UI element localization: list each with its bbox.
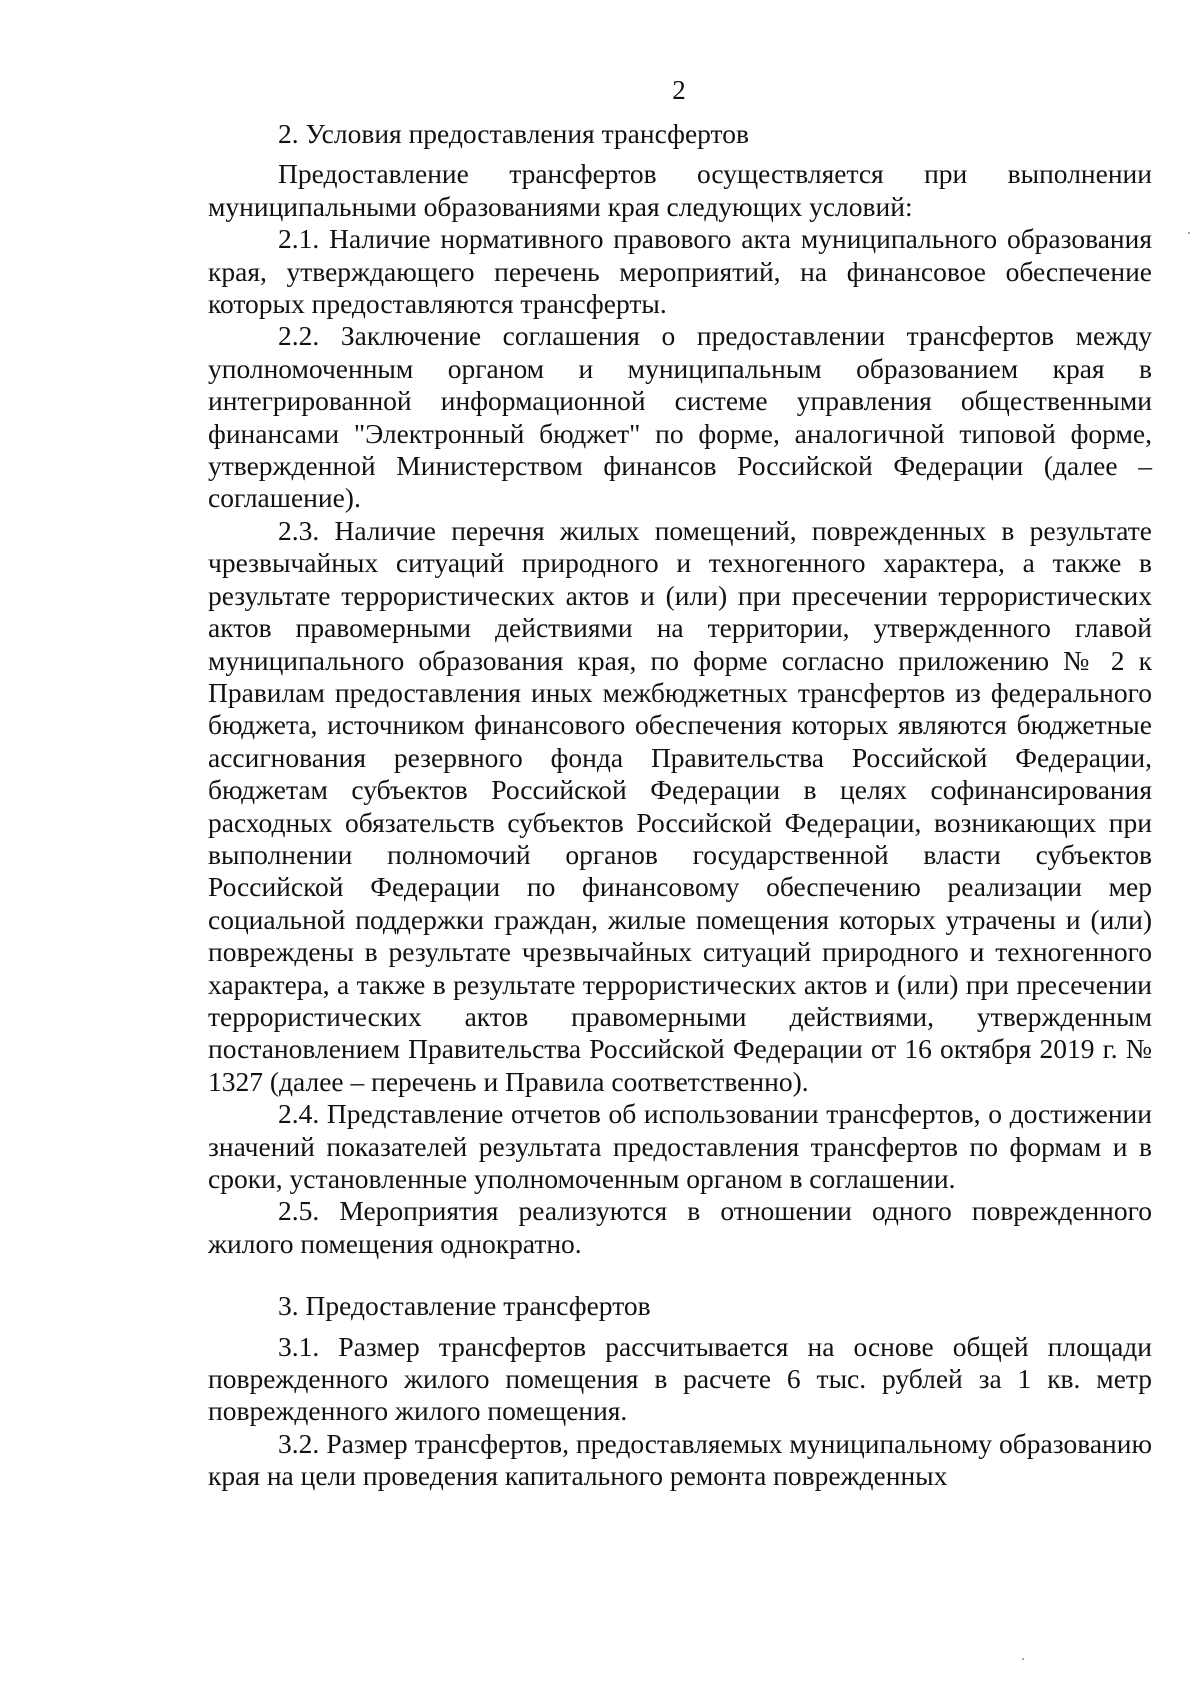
clause-3-1: 3.1. Размер трансфертов рассчитывается на основе общей площади поврежденного жилого помещения в расчете 6 тыс. рублей за 1 кв. метр поврежденного жилого помещения. — [208, 1330, 1152, 1427]
section-3-heading: 3. Предоставление трансфертов — [278, 1290, 651, 1322]
scan-speck — [1022, 1658, 1024, 1660]
page-number: 2 — [672, 75, 686, 105]
document-body — [208, 118, 1152, 1493]
section-2-intro: Предоставление трансфертов осуществляется при выполнении муниципальными образованиями края следующих условий: — [208, 158, 1152, 222]
clause-2-2: 2.2. Заключение соглашения о предоставлении трансфертов между уполномоченным органом и муниципальным образованием края в интегрированной информационной системе управления общественными финансами "Электронный бюджет" по форме, аналогичной типовой форме, утвержденной Министерством финансов Российской Федерации (далее – соглашение). — [208, 320, 1152, 514]
clause-2-3: 2.3. Наличие перечня жилых помещений, поврежденных в результате чрезвычайных ситуаций природного и техногенного характера, а также в результате террористических актов и (или) при пресечении террористических актов правомерными действиями на территории, утвержденного главой муниципального образования края, по форме согласно приложению № 2 к Правилам предоставления иных межбюджетных трансфертов из федерального бюджета, источником финансового обеспечения которых являются бюджетные ассигнования резервного фонда Правительства Российской Федерации, бюджетам субъектов Российской Федерации в целях софинансирования расходных обязательств субъектов Российской Федерации, возникающих при выполнении полномочий органов государственной власти субъектов Российской Федерации по финансовому обеспечению реализации мер социальной поддержки граждан, жилые помещения которых утрачены и (или) повреждены в результате чрезвычайных ситуаций природного и техногенного характера, а также в результате террористических актов и (или) при пресечении террористических актов правомерными действиями, утвержденным постановлением Правительства Российской Федерации от 16 октября 2019 г. № 1327 (далее – перечень и Правила соответственно). — [208, 514, 1152, 1097]
clause-2-5: 2.5. Мероприятия реализуются в отношении одного поврежденного жилого помещения однократно. — [208, 1195, 1152, 1259]
clause-2-1: 2.1. Наличие нормативного правового акта муниципального образования края, утверждающего перечень мероприятий, на финансовое обеспечение которых предоставляются трансферты. — [208, 223, 1152, 320]
clause-2-4: 2.4. Представление отчетов об использовании трансфертов, о достижении значений показателей результата предоставления трансфертов по формам и в сроки, установленные уполномоченным органом в соглашении. — [208, 1098, 1152, 1194]
scan-speck — [1188, 232, 1190, 234]
clause-3-2: 3.2. Размер трансфертов, предоставляемых муниципальному образованию края на цели проведения капитального ремонта поврежденных — [208, 1427, 1152, 1492]
section-2-heading: 2. Условия предоставления трансфертов — [278, 118, 749, 149]
